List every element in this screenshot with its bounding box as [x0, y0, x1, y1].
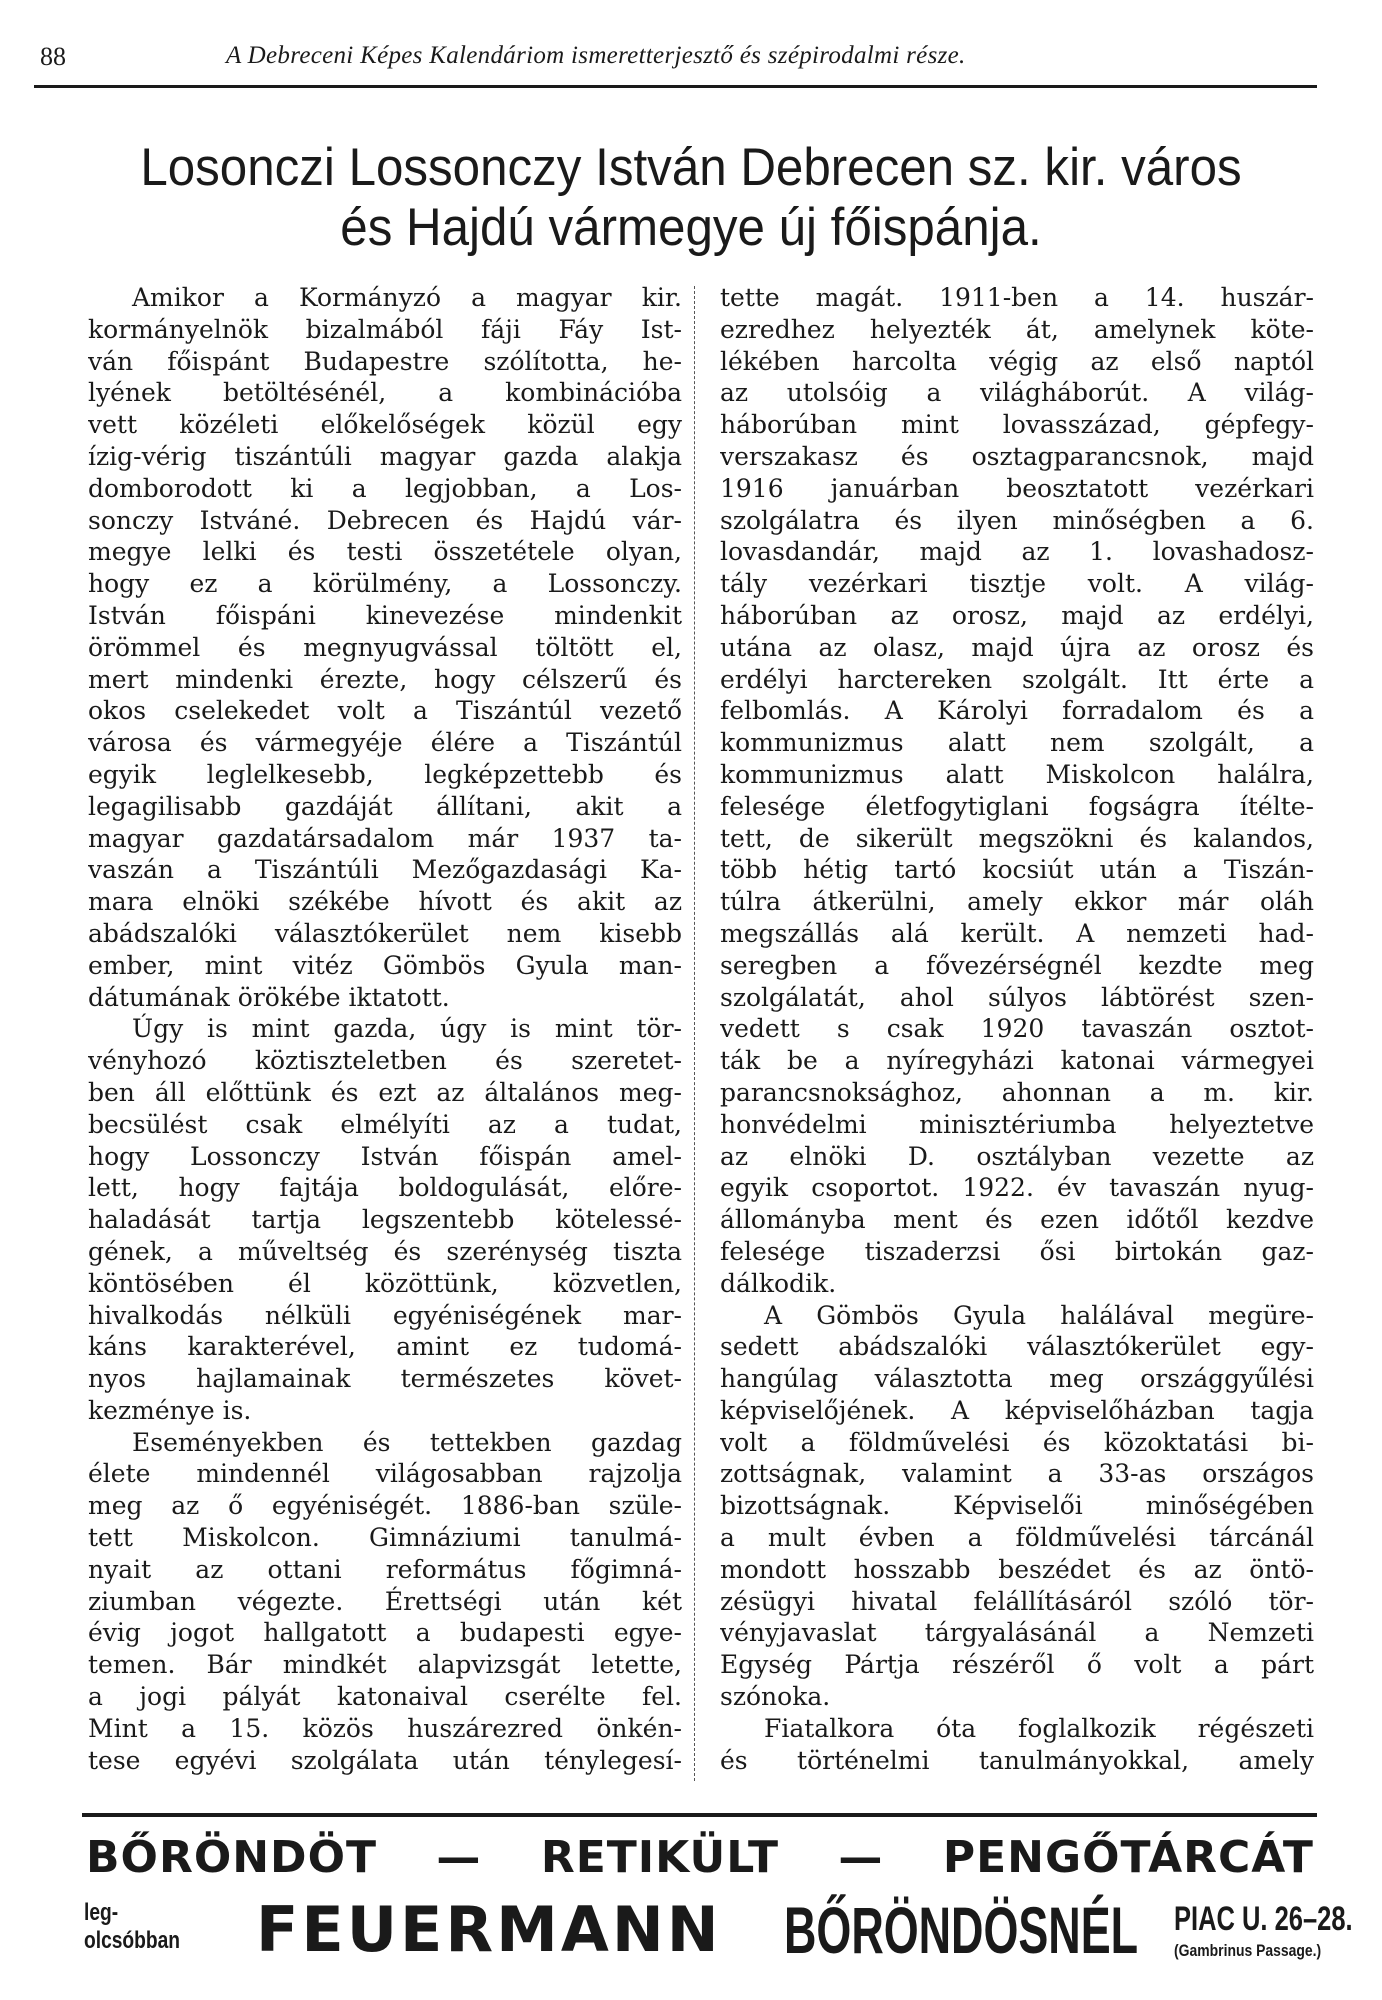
- article-title-line: és Hajdú vármegye új főispánja.: [340, 198, 1042, 257]
- text-line: vényhozó köztiszteletben és szeretet-: [88, 1046, 682, 1076]
- advertisement-dash: —: [436, 1832, 482, 1883]
- text-line: örömmel és megnyugvással töltött el,: [88, 632, 682, 662]
- text-line: káns karakterével, amint ez tudomá-: [88, 1332, 682, 1362]
- text-line: kommunizmus alatt nem szolgált, a: [720, 728, 1314, 758]
- text-line: nyait az ottani református főgimná-: [88, 1554, 682, 1584]
- text-line: vényjavaslat tárgyalásánál a Nemzeti: [720, 1618, 1314, 1648]
- text-line: ván főispánt Budapestre szólította, he-: [88, 346, 682, 376]
- text-line: mondott hosszabb beszédet és az öntö-: [720, 1554, 1314, 1584]
- text-line: haladását tartja legszentebb kötelessé-: [88, 1205, 682, 1235]
- text-line: verszakasz és osztagparancsnok, majd: [720, 441, 1314, 471]
- advertisement-headline-item: RETIKÜLT: [540, 1832, 779, 1883]
- advertisement-passage: (Gambrinus Passage.): [1174, 1941, 1322, 1960]
- text-line: ziumban végezte. Érettségi után két: [88, 1586, 682, 1616]
- running-head: [40, 42, 1316, 82]
- text-line: hogy Lossonczy István főispán amel-: [88, 1141, 682, 1171]
- text-line: megszállás alá került. A nemzeti had-: [720, 918, 1314, 948]
- text-line: megye lelki és testi összetétele olyan,: [88, 537, 682, 567]
- text-line: Egység Pártja részéről ő volt a párt: [720, 1650, 1314, 1680]
- text-line: háborúban mint lovasszázad, gépfegy-: [720, 410, 1314, 440]
- text-line: zottságnak, valamint a 33-as országos: [720, 1459, 1314, 1489]
- text-line: lékében harcolta végig az első naptól: [720, 346, 1314, 376]
- text-line: a mult évben a földművelési tárcánál: [720, 1523, 1314, 1553]
- text-line: lett, hogy fajtája boldogulását, előre-: [88, 1173, 682, 1203]
- text-line: Amikor a Kormányzó a magyar kir.: [132, 283, 682, 312]
- text-line: több hétig tartó kocsiút után a Tiszán-: [720, 855, 1314, 885]
- text-line: vaszán a Tiszántúli Mezőgazdasági Ka-: [88, 855, 682, 885]
- text-line: szolgálatát, ahol súlyos lábtörést szen-: [720, 982, 1314, 1012]
- text-line: mert mindenki érezte, hogy célszerű és: [88, 664, 682, 694]
- text-line: A Gömbös Gyula halálával megüre-: [764, 1300, 1314, 1330]
- text-line: háborúban az orosz, majd az erdélyi,: [720, 600, 1314, 630]
- text-line: kommunizmus alatt Miskolcon halálra,: [720, 759, 1314, 789]
- right-column: [720, 282, 1314, 1776]
- text-line: gének, a műveltség és szerénység tiszta: [88, 1236, 682, 1266]
- text-line: hivalkodás nélküli egyéniségének mar-: [88, 1300, 682, 1330]
- text-line: domborodott ki a legjobban, a Los-: [88, 473, 682, 503]
- text-line: dálkodik.: [720, 1268, 837, 1298]
- text-line: becsülést csak elmélyíti az a tudat,: [88, 1109, 682, 1139]
- text-line: nyos hajlamainak természetes követ-: [88, 1364, 682, 1394]
- advertisement-shop-type: BŐRÖNDÖSNÉL: [784, 1893, 1139, 1967]
- text-line: honvédelmi minisztériumba helyeztetve: [720, 1109, 1314, 1139]
- text-line: sonczy Istváné. Debrecen és Hajdú vár-: [88, 505, 682, 535]
- text-line: legagilisabb gazdáját állítani, akit a: [88, 791, 682, 821]
- text-line: az utolsóig a világháborút. A világ-: [720, 378, 1314, 408]
- text-line: és történelmi tanulmányokkal, amely: [720, 1745, 1314, 1775]
- text-line: ben áll előttünk és ezt az általános meg-: [88, 1077, 682, 1107]
- text-line: tett Miskolcon. Gimnáziumi tanulmá-: [88, 1523, 682, 1553]
- text-line: vett közéleti előkelőségek közül egy: [88, 410, 682, 440]
- text-line: parancsnoksághoz, ahonnan a m. kir.: [720, 1077, 1314, 1107]
- text-line: felbomlás. A Károlyi forradalom és a: [720, 696, 1314, 726]
- column-divider: [694, 286, 696, 1781]
- text-line: felesége életfogytiglani fogságra ítélte-: [720, 791, 1314, 821]
- advertisement-address: PIAC U. 26–28.: [1174, 1900, 1353, 1938]
- text-line: tette magát. 1911-ben a 14. huszár-: [720, 283, 1314, 312]
- text-line: ember, mint vitéz Gömbös Gyula man-: [88, 950, 682, 980]
- text-line: állományba ment és ezen időtől kezdve: [720, 1205, 1314, 1235]
- text-line: volt a földművelési és közoktatási bi-: [720, 1427, 1314, 1457]
- text-line: egyik csoportot. 1922. év tavaszán nyug-: [720, 1173, 1314, 1203]
- text-line: István főispáni kinevezése mindenkit: [88, 600, 682, 630]
- text-line: erdélyi harctereken szolgált. Itt érte a: [720, 664, 1314, 694]
- text-line: Mint a 15. közös huszárezred önkén-: [88, 1713, 682, 1743]
- text-line: hogy ez a körülmény, a Lossonczy.: [88, 569, 682, 599]
- text-line: kezménye is.: [88, 1395, 252, 1425]
- text-line: lyének betöltésénél, a kombinációba: [88, 378, 682, 408]
- text-line: Fiatalkora óta foglalkozik régészeti: [764, 1713, 1314, 1743]
- text-line: köntösében él közöttünk, közvetlen,: [88, 1268, 682, 1298]
- text-line: az elnöki D. osztályban vezette az: [720, 1141, 1314, 1171]
- header-rule: [34, 85, 1317, 88]
- text-line: képviselőjének. A képviselőházban tagja: [720, 1395, 1314, 1425]
- advertisement-shop-name: FEUERMANN: [256, 1893, 722, 1966]
- left-column: [88, 282, 682, 1776]
- advertisement-cheapest-line: olcsóbban: [84, 1927, 181, 1954]
- text-line: városa és vármegyéje élére a Tiszántúl: [88, 728, 682, 758]
- text-line: ízig-vérig tiszántúli magyar gazda alakja: [88, 441, 682, 471]
- text-line: abádszalóki választókerület nem kisebb: [88, 918, 682, 948]
- text-line: okos cselekedet volt a Tiszántúl vezető: [88, 696, 682, 726]
- text-line: magyar gazdatársadalom már 1937 ta-: [88, 823, 682, 853]
- page-number: 88: [40, 42, 66, 71]
- text-line: tese egyévi szolgálata után ténylegesí-: [88, 1745, 682, 1775]
- text-line: kormányelnök bizalmából fáji Fáy Ist-: [88, 314, 682, 344]
- text-line: tály vezérkari tisztje volt. A világ-: [720, 569, 1314, 599]
- text-line: Úgy is mint gazda, úgy is mint tör-: [132, 1014, 682, 1044]
- article-title: [48, 138, 1333, 258]
- text-line: évig jogot hallgatott a budapesti egye-: [88, 1618, 682, 1648]
- text-line: dátumának örökébe iktatott.: [88, 982, 450, 1012]
- text-line: élete mindennél világosabban rajzolja: [88, 1459, 682, 1489]
- advertisement-headline: [86, 1830, 1314, 1886]
- text-line: temen. Bár mindkét alapvizsgát letette,: [88, 1650, 682, 1680]
- text-line: sedett abádszalóki választókerület egy-: [720, 1332, 1314, 1362]
- text-line: zésügyi hivatal felállításáról szóló tör-: [720, 1586, 1314, 1616]
- advertisement-headline-item: PENGŐTÁRCÁT: [942, 1832, 1314, 1883]
- advertisement-rule: [82, 1813, 1317, 1817]
- text-line: szónoka.: [720, 1682, 831, 1712]
- text-line: tett, de sikerült megszökni és kalandos,: [720, 823, 1314, 853]
- running-title: A Debreceni Képes Kalendáriom ismeretterjesztő és szépirodalmi része.: [226, 42, 966, 69]
- advertisement-cheapest-line: leg-: [84, 1899, 119, 1926]
- text-line: Eseményekben és tettekben gazdag: [132, 1427, 682, 1457]
- advertisement-headline-item: BŐRÖNDÖT: [86, 1832, 377, 1883]
- text-line: ezredhez helyezték át, amelynek köte-: [720, 314, 1314, 344]
- text-line: seregben a fővezérségnél kezdte meg: [720, 950, 1314, 980]
- advertisement-cheapest: [84, 1899, 180, 1955]
- text-line: lovasdandár, majd az 1. lovashadosz-: [720, 537, 1314, 567]
- text-line: ták be a nyíregyházi katonai vármegyei: [720, 1046, 1314, 1076]
- advertisement-shop-row: [84, 1893, 1353, 1975]
- text-line: szolgálatra és ilyen minőségben a 6.: [720, 505, 1314, 535]
- text-line: a jogi pályát katonaival cserélte fel.: [88, 1682, 682, 1712]
- article-title-line: Losonczi Lossonczy István Debrecen sz. kir. város: [140, 138, 1242, 197]
- text-line: hangúlag választotta meg országgyűlési: [720, 1364, 1314, 1394]
- text-line: meg az ő egyéniségét. 1886-ban szüle-: [88, 1491, 682, 1521]
- text-line: utána az olasz, majd újra az orosz és: [720, 632, 1314, 662]
- text-line: bizottságnak. Képviselői minőségében: [720, 1491, 1314, 1521]
- text-line: felesége tiszaderzsi ősi birtokán gaz-: [720, 1236, 1314, 1266]
- text-line: 1916 januárban beosztatott vezérkari: [720, 473, 1314, 503]
- text-line: vedett s csak 1920 tavaszán osztot-: [720, 1014, 1314, 1044]
- text-line: egyik leglelkesebb, legképzettebb és: [88, 759, 682, 789]
- advertisement-dash: —: [838, 1832, 884, 1883]
- text-line: mara elnöki székébe hívott és akit az: [88, 887, 682, 917]
- text-line: túlra átkerülni, amely ekkor már oláh: [720, 887, 1314, 917]
